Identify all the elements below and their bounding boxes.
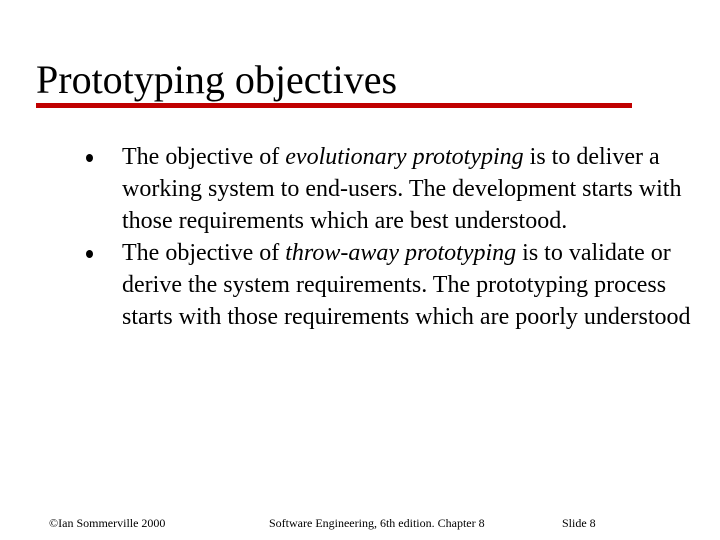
bullet-emphasis: throw-away prototyping — [285, 240, 517, 266]
slide-title: Prototyping objectives — [36, 57, 398, 102]
footer-book-title: Software Engineering, 6th edition. Chapter 8 — [269, 516, 485, 530]
bullet-list — [86, 141, 696, 333]
bullet-icon — [86, 250, 93, 258]
bullet-text-start: The objective of — [122, 240, 286, 266]
bullet-text-start: The objective of — [122, 144, 286, 170]
bullet-icon — [86, 154, 93, 162]
footer-copyright: ©Ian Sommerville 2000 — [49, 516, 166, 530]
bullet-text — [122, 144, 681, 234]
bullet-text-end: is to deliver a working system to end-users. The development starts with those requirements which are best understood. — [122, 144, 682, 234]
bullet-item-evolutionary — [86, 141, 696, 237]
footer-slide-number: Slide 8 — [562, 516, 596, 530]
bullet-text — [122, 240, 691, 330]
bullet-emphasis: evolutionary prototyping — [285, 144, 524, 170]
bullet-item-throwaway — [86, 237, 696, 333]
bullet-text-end: is to validate or derive the system requirements. The prototyping process starts with those requirements which are poorly understood — [122, 240, 691, 330]
title-underline — [36, 103, 632, 108]
